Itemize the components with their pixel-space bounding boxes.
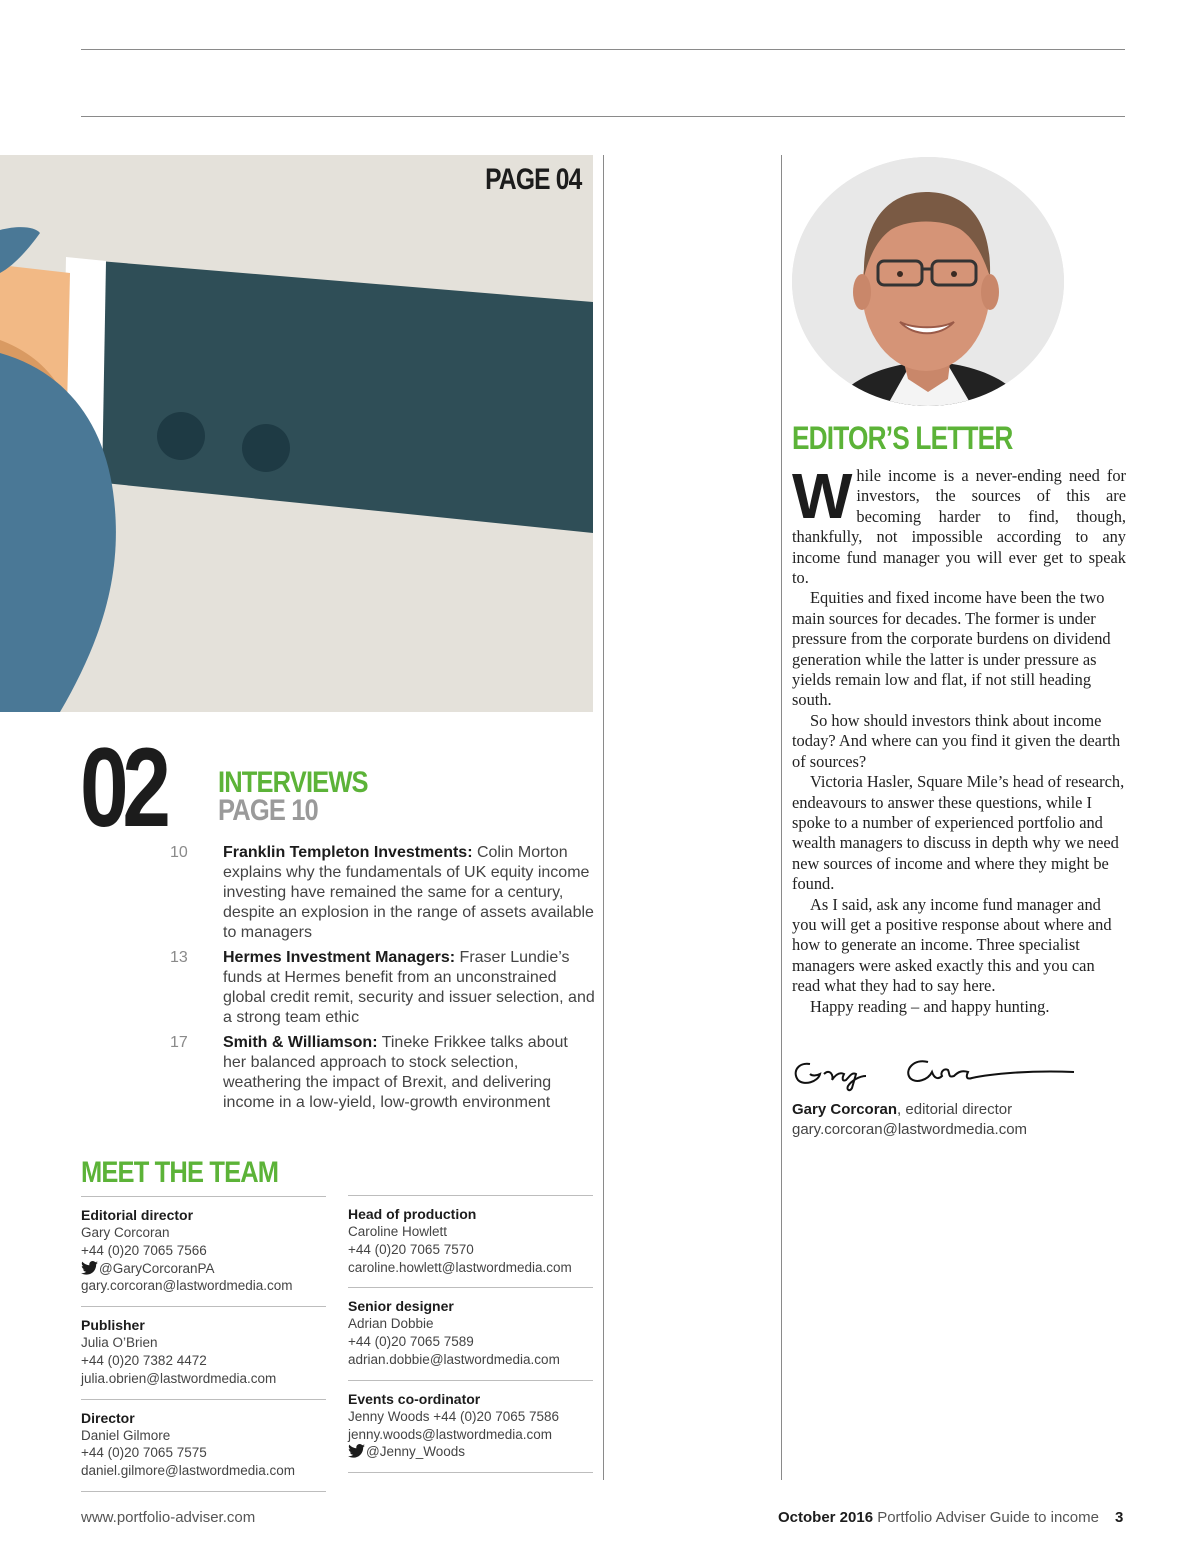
team-phone[interactable]: +44 (0)20 7065 7570 — [348, 1241, 474, 1257]
team-email[interactable]: daniel.gilmore@lastwordmedia.com — [81, 1463, 296, 1479]
list-item-page: 13 — [170, 949, 188, 966]
list-item-description: Colin Morton explains why the fundamentals of UK equity income investing have remained the same for a century, despite an explosion in the range of assets available to managers — [223, 844, 594, 941]
column-divider-left — [603, 155, 604, 1480]
team-role: Senior designer — [348, 1298, 454, 1315]
page-tag[interactable]: PAGE 04 — [484, 163, 581, 196]
top-rule — [81, 49, 1125, 50]
letter-paragraph-text: hile income is a never-ending need for investors, the sources of this are becoming harder to find, though, thankfully, not impossible according to any income fund manager you will ever get to speak to. — [792, 466, 1126, 588]
team-member — [348, 1380, 593, 1473]
cover-illustration — [0, 155, 593, 712]
team-column-right — [348, 1195, 593, 1473]
team-column-left — [81, 1196, 326, 1492]
section-number: 02 — [80, 725, 165, 850]
twitter-icon — [81, 1261, 98, 1275]
signatory-name: Gary Corcoran — [792, 1101, 898, 1118]
footer-title: Portfolio Adviser Guide to income — [873, 1509, 1099, 1526]
team-role: Publisher — [81, 1317, 145, 1334]
team-email[interactable]: gary.corcoran@lastwordmedia.com — [81, 1278, 293, 1294]
team-phone[interactable]: +44 (0)20 7065 7575 — [81, 1445, 207, 1461]
team-twitter[interactable] — [348, 1443, 593, 1461]
team-email[interactable]: adrian.dobbie@lastwordmedia.com — [348, 1351, 560, 1367]
editor-letter-title: EDITOR’S LETTER — [792, 420, 1013, 456]
list-item-company: Franklin Templeton Investments: — [223, 844, 473, 861]
list-item-description: Tineke Frikkee talks about her balanced approach to stock selection, weathering the impact of Brexit, and delivering income in a low-yield, low-growth environment — [223, 1034, 568, 1111]
team-title: MEET THE TEAM — [81, 1156, 279, 1189]
list-item-description: Fraser Lundie’s funds at Hermes benefit from an unconstrained global credit remit, security and issuer selection, and a strong team ethic — [223, 949, 595, 1026]
interview-list — [170, 843, 595, 1118]
list-item[interactable] — [170, 948, 595, 1028]
second-rule — [81, 116, 1125, 117]
section-page[interactable]: PAGE 10 — [218, 794, 318, 827]
editor-letter-body — [792, 460, 1126, 1017]
team-name: Julia O’Brien — [81, 1335, 158, 1351]
team-phone[interactable]: +44 (0)20 7065 7566 — [81, 1242, 207, 1258]
team-phone[interactable]: +44 (0)20 7065 7589 — [348, 1334, 474, 1350]
team-member — [81, 1196, 326, 1306]
list-item[interactable] — [170, 1033, 595, 1113]
list-item-text — [223, 948, 595, 1028]
letter-paragraph: As I said, ask any income fund manager and you will get a positive response about where and how to generate an income. Three specialist managers were asked exactly this and you can read what they had to say here. — [792, 894, 1112, 996]
team-member — [81, 1306, 326, 1398]
list-item-page: 17 — [170, 1034, 188, 1051]
money-bag-handover-illustration — [0, 155, 593, 712]
team-role: Director — [81, 1409, 135, 1426]
column-divider-right — [781, 155, 782, 1480]
team-name: Daniel Gilmore — [81, 1427, 171, 1443]
letter-paragraph — [792, 460, 1126, 588]
signatory-role: , editorial director — [897, 1101, 1013, 1118]
letter-paragraph: So how should investors think about income today? And where can you find it given the dearth of sources? — [792, 710, 1121, 771]
signatory — [792, 1100, 1012, 1120]
editor-photo — [792, 157, 1064, 406]
list-item-company: Hermes Investment Managers: — [223, 949, 456, 966]
team-member — [348, 1287, 593, 1379]
letter-paragraph: Happy reading – and happy hunting. — [810, 996, 1050, 1016]
drop-cap: W — [792, 460, 853, 532]
list-item[interactable] — [170, 843, 595, 943]
team-twitter-handle: @GaryCorcoranPA — [99, 1260, 215, 1276]
section-title: INTERVIEWS — [218, 766, 368, 799]
team-role: Events co-ordinator — [348, 1390, 481, 1407]
team-twitter[interactable] — [81, 1260, 326, 1278]
team-name: Caroline Howlett — [348, 1224, 448, 1239]
letter-paragraph: Equities and fixed income have been the two main sources for decades. The former is under pressure from the corporate burdens on dividend generation while the latter is under pressure as yields remain low and flat, if not still heading south. — [792, 588, 1111, 710]
team-member — [348, 1195, 593, 1287]
list-item-text — [223, 1033, 595, 1113]
team-name-phone[interactable]: Jenny Woods +44 (0)20 7065 7586 — [348, 1408, 560, 1424]
list-item-text — [223, 843, 595, 943]
team-name: Gary Corcoran — [81, 1225, 170, 1240]
footer-date: October 2016 — [778, 1509, 874, 1526]
letter-paragraph: Victoria Hasler, Square Mile’s head of research, endeavours to answer these questions, while I spoke to a number of experienced portfolio and wealth managers to discuss in depth why we need new sources of income and where they might be found. — [792, 772, 1125, 894]
footer-page-number: 3 — [1115, 1509, 1124, 1526]
editor-portrait — [792, 157, 1064, 406]
team-twitter-handle: @Jenny_Woods — [366, 1444, 466, 1460]
footer-publication — [778, 1509, 1099, 1526]
team-email[interactable]: julia.obrien@lastwordmedia.com — [81, 1370, 277, 1386]
team-member — [81, 1399, 326, 1492]
list-item-company: Smith & Williamson: — [223, 1034, 378, 1051]
footer-website[interactable]: www.portfolio-adviser.com — [81, 1509, 256, 1526]
team-role: Head of production — [348, 1206, 477, 1222]
handwritten-signature — [790, 1050, 1080, 1094]
team-email[interactable]: caroline.howlett@lastwordmedia.com — [348, 1259, 572, 1275]
twitter-icon — [348, 1444, 365, 1458]
team-name: Adrian Dobbie — [348, 1316, 434, 1332]
list-item-page: 10 — [170, 844, 188, 861]
team-email[interactable]: jenny.woods@lastwordmedia.com — [348, 1426, 553, 1442]
team-phone[interactable]: +44 (0)20 7382 4472 — [81, 1352, 207, 1368]
team-role: Editorial director — [81, 1207, 194, 1223]
signatory-email[interactable]: gary.corcoran@lastwordmedia.com — [792, 1121, 1028, 1138]
